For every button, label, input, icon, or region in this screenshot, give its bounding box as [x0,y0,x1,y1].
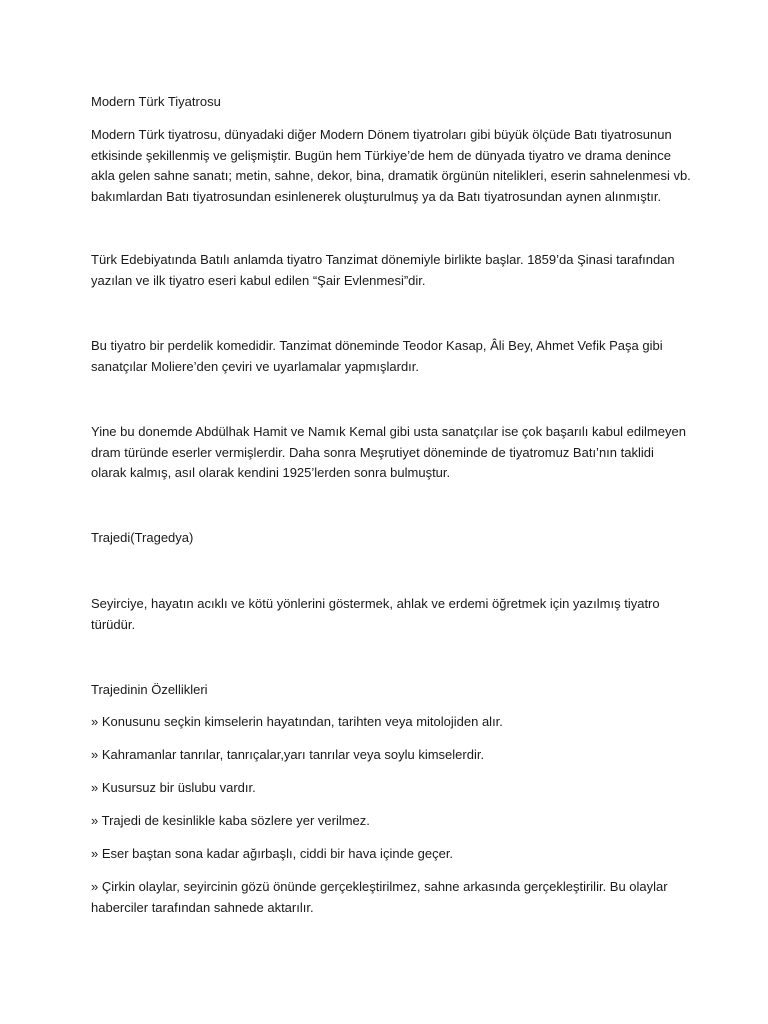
list-item: » Kahramanlar tanrılar, tanrıçalar,yarı tanrılar veya soylu kimselerdir. [91,747,485,762]
heading-trajedi: Trajedi(Tragedya) [91,530,194,545]
document-title: Modern Türk Tiyatrosu [91,94,221,109]
paragraph-dram: Yine bu donemde Abdülhak Hamit ve Namık Kemal gibi usta sanatçılar ise çok başarılı kabul edilmeyen dram türünde eserler vermişlerdir. Daha sonra Meşrutiyet döneminde de tiyatromuz Batı’nın taklidi olarak kalmış, asıl olarak kendini 1925’lerden sonra bulmuştur. [91,424,686,480]
paragraph-komedi: Bu tiyatro bir perdelik komedidir. Tanzimat döneminde Teodor Kasap, Âli Bey, Ahmet Vefik Paşa gibi sanatçılar Moliere’den çeviri ve uyarlamalar yapmışlardır. [91,338,663,374]
paragraph-trajedi-tanim: Seyirciye, hayatın acıklı ve kötü yönlerini göstermek, ahlak ve erdemi öğretmek için yazılmış tiyatro türüdür. [91,596,660,632]
heading-ozellikler: Trajedinin Özellikleri [91,682,208,697]
list-item: » Çirkin olaylar, seyircinin gözü önünde gerçekleştirilmez, sahne arkasında gerçekleştirilir. Bu olaylar haberciler tarafından sahnede aktarılır. [91,879,668,915]
list-item: » Trajedi de kesinlikle kaba sözlere yer verilmez. [91,813,370,828]
list-item: » Kusursuz bir üslubu vardır. [91,780,256,795]
list-item: » Konusunu seçkin kimselerin hayatından, tarihten veya mitolojiden alır. [91,714,503,729]
paragraph-tanzimat: Türk Edebiyatında Batılı anlamda tiyatro Tanzimat dönemiyle birlikte başlar. 1859’da Şinasi tarafından yazılan ve ilk tiyatro eseri kabul edilen “Şair Evlenmesi”dir. [91,252,675,288]
intro-paragraph: Modern Türk tiyatrosu, dünyadaki diğer Modern Dönem tiyatroları gibi büyük ölçüde Batı tiyatrosunun etkisinde şekillenmiş ve gelişmiştir. Bugün hem Türkiye’de hem de dünyada tiyatro ve drama denince akla gelen sahne sanatı; metin, sahne, dekor, bina, dramatik örgünün nitelikleri, eserin sahnelenmesi vb. bakımlardan Batı tiyatrosundan esinlenerek oluşturulmuş ya da Batı tiyatrosundan aynen alınmıştır. [91,127,691,204]
list-item: » Eser baştan sona kadar ağırbaşlı, ciddi bir hava içinde geçer. [91,846,454,861]
